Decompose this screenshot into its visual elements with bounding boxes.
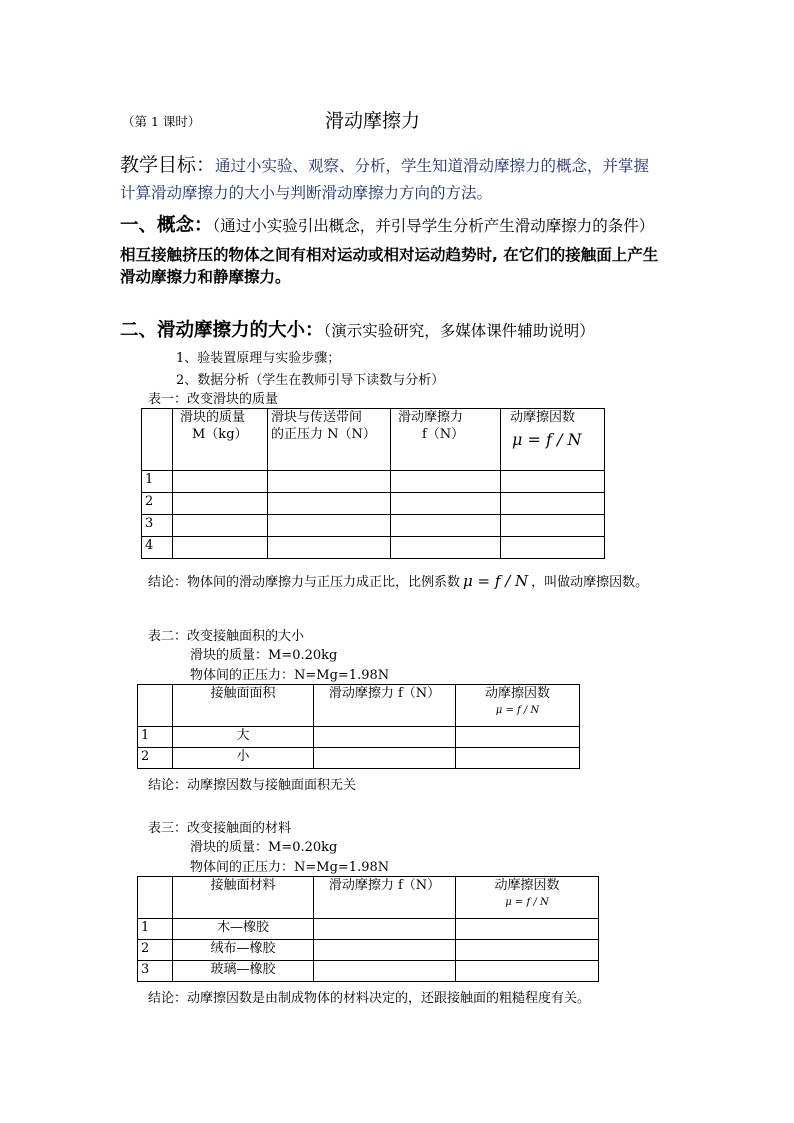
- table1-friction-label: 滑动摩擦力: [398, 410, 464, 425]
- table3-header-friction: 滑动摩擦力 f（N）: [314, 877, 456, 919]
- table1-header-friction: [391, 409, 501, 471]
- table2-header-blank: [138, 685, 173, 727]
- section2-header: [120, 316, 595, 342]
- table-row: [142, 471, 605, 493]
- table3-header-blank: [138, 877, 173, 919]
- lesson-tag: （第 1 课时）: [122, 114, 201, 129]
- table1-header-row: [142, 409, 605, 471]
- step-2: 2、数据分析（学生在教师引导下读数与分析）: [176, 373, 445, 388]
- goal-heading: 教学目标：: [120, 154, 216, 176]
- table1: [141, 408, 605, 559]
- table3-pressure: 物体间的正压力：N=Mg=1.98N: [190, 860, 390, 875]
- table1-mass-unit: M（kg）: [192, 427, 248, 442]
- table2-mass: 滑块的质量：M=0.20kg: [190, 648, 338, 663]
- step-1: 1、验装置原理与实验步骤；: [176, 351, 341, 366]
- table3-formula: μ = f / N: [505, 897, 549, 908]
- table1-formula: μ = f / N: [512, 430, 582, 449]
- table2-coefficient-label: 动摩擦因数: [484, 686, 550, 701]
- row-number: 3: [142, 515, 173, 537]
- row-number: 2: [138, 748, 173, 769]
- table1-header-coefficient: [501, 409, 605, 471]
- table3-coefficient-label: 动摩擦因数: [494, 878, 560, 893]
- row-number: 1: [142, 471, 173, 493]
- table3-caption: 表三：改变接触面的材料: [148, 821, 292, 836]
- table2-header-row: [138, 685, 580, 727]
- row-number: 2: [138, 940, 173, 961]
- table1-conclusion-post: ，叫做动摩擦因数。: [531, 575, 649, 590]
- table1-header-mass: [173, 409, 268, 471]
- table1-header-normal-force: [268, 409, 391, 471]
- table2-header-area: 接触面面积: [173, 685, 314, 727]
- surface-area-cell: 大: [173, 727, 314, 748]
- table1-friction-unit: f（N）: [422, 427, 465, 442]
- section1-note: （通过小实验引出概念，并引导学生分析产生滑动摩擦力的条件）: [212, 217, 655, 235]
- row-number: 4: [142, 537, 173, 559]
- table-row: [142, 515, 605, 537]
- goal-text-line2: 计算滑动摩擦力的大小与判断滑动摩擦力方向的方法。: [120, 184, 493, 202]
- table2-header-coefficient: [456, 685, 580, 727]
- table1-normal-force-line1: 滑块与传送带间: [271, 410, 363, 425]
- table-row: [138, 961, 599, 982]
- definition-line2: 滑动摩擦力和静摩擦力。: [120, 268, 291, 286]
- table-row: [138, 940, 599, 961]
- material-cell: 玻璃—橡胶: [173, 961, 314, 982]
- table-row: [138, 727, 580, 748]
- table3-header-row: [138, 877, 599, 919]
- goal-text-line1: 通过小实验、观察、分析，学生知道滑动摩擦力的概念，并掌握: [215, 157, 650, 175]
- table3-header-coefficient: [456, 877, 599, 919]
- table3-mass: 滑块的质量：M=0.20kg: [190, 840, 338, 855]
- table2: [137, 684, 580, 769]
- table3-header-material: 接触面材料: [173, 877, 314, 919]
- table1-conclusion-formula: μ = f / N: [463, 572, 529, 590]
- table1-conclusion: [148, 571, 648, 590]
- section1-heading: 一、概念：: [120, 215, 213, 236]
- row-number: 3: [138, 961, 173, 982]
- table2-pressure: 物体间的正压力：N=Mg=1.98N: [190, 668, 390, 683]
- table1-coefficient-label: 动摩擦因数: [510, 410, 576, 425]
- table3: [137, 876, 599, 982]
- table-row: [138, 748, 580, 769]
- table2-header-friction: 滑动摩擦力 f（N）: [314, 685, 456, 727]
- section1-header: [120, 211, 654, 237]
- table2-caption: 表二：改变接触面积的大小: [148, 629, 305, 644]
- table-row: [142, 493, 605, 515]
- material-cell: 绒布—橡胶: [173, 940, 314, 961]
- row-number: 2: [142, 493, 173, 515]
- table1-mass-label: 滑块的质量: [180, 410, 246, 425]
- table-row: [138, 919, 599, 940]
- table-row: [142, 537, 605, 559]
- table3-conclusion: 结论：动摩擦因数是由制成物体的材料决定的，还跟接触面的粗糙程度有关。: [148, 991, 591, 1006]
- surface-area-cell: 小: [173, 748, 314, 769]
- table1-header-blank: [142, 409, 173, 471]
- table1-normal-force-line2: 的正压力 N（N）: [271, 427, 376, 442]
- definition-line1: 相互接触挤压的物体之间有相对运动或相对运动趋势时, 在它们的接触面上产生: [120, 246, 659, 264]
- table1-conclusion-pre: 结论：物体间的滑动摩擦力与正压力成正比，比例系数: [148, 575, 461, 590]
- material-cell: 木—橡胶: [173, 919, 314, 940]
- table2-formula: μ = f / N: [495, 705, 540, 716]
- table1-caption: 表一：改变滑块的质量: [148, 392, 279, 407]
- teaching-goal: [120, 150, 649, 177]
- section2-heading: 二、滑动摩擦力的大小：: [120, 320, 324, 341]
- section2-note: （演示实验研究，多媒体课件辅助说明）: [323, 322, 595, 340]
- table2-conclusion: 结论：动摩擦因数与接触面面积无关: [148, 778, 357, 793]
- row-number: 1: [138, 919, 173, 940]
- page-title: 滑动摩擦力: [325, 110, 421, 132]
- row-number: 1: [138, 727, 173, 748]
